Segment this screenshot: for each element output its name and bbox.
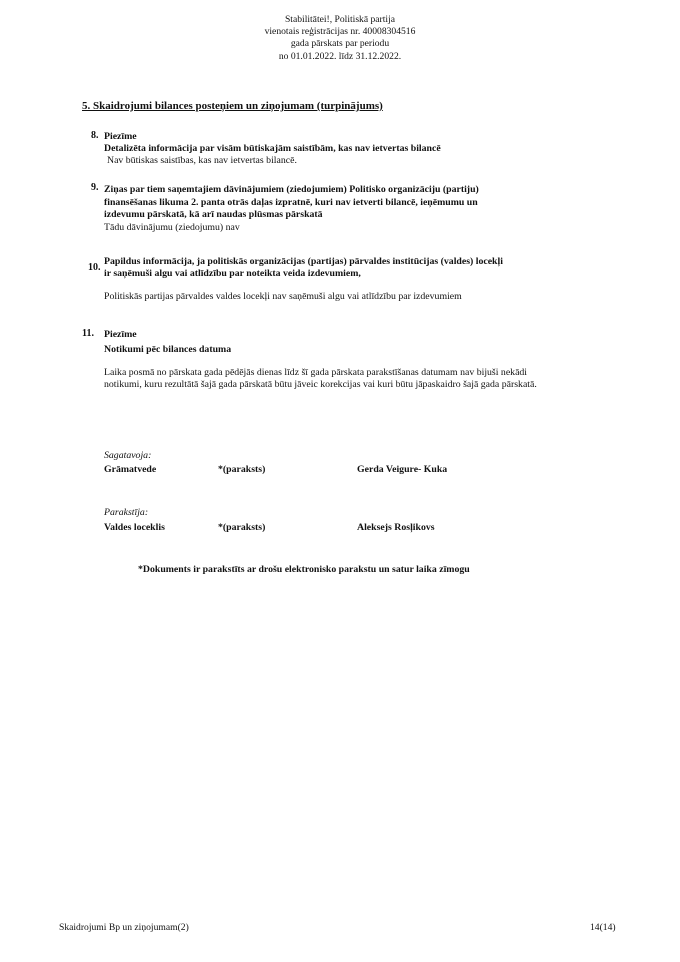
- note-8-text: Nav būtiskas saistības, kas nav ietvertas bilancē.: [107, 155, 297, 166]
- footer-page-number: 14(14): [590, 922, 616, 933]
- signed-by-name: Aleksejs Rosļikovs: [357, 522, 435, 533]
- electronic-signature-disclaimer: *Dokuments ir parakstīts ar drošu elektronisko parakstu un satur laika zīmogu: [138, 564, 470, 575]
- note-11-heading: Notikumi pēc bilances datuma: [104, 344, 232, 355]
- header-party-name: Stabilitātei!, Politiskā partija: [284, 14, 396, 25]
- footer-document-name: Skaidrojumi Bp un ziņojumam(2): [59, 922, 189, 933]
- note-8-number: 8.: [91, 130, 99, 141]
- prepared-by-role: Grāmatvede: [104, 464, 157, 475]
- note-10-number: 10.: [88, 262, 101, 273]
- signed-by-label: Parakstīja:: [104, 507, 149, 518]
- prepared-by-label: Sagatavoja:: [104, 450, 152, 461]
- signed-by-signature: *(paraksts): [218, 522, 266, 533]
- note-11-text-line-1: Laika posmā no pārskata gada pēdējās dienas līdz šī gada pārskata parakstīšanas datumam nav bijuši nekādi: [104, 367, 528, 378]
- note-10-heading-line-2: ir saņēmuši algu vai atlīdzību par noteikta veida izdevumiem,: [104, 268, 361, 279]
- section-title: 5. Skaidrojumi bilances posteņiem un ziņojumam (turpinājums): [82, 100, 383, 112]
- note-8-label: Piezīme: [104, 131, 137, 142]
- signed-by-role: Valdes loceklis: [104, 522, 165, 533]
- header-period: no 01.01.2022. līdz 31.12.2022.: [278, 50, 402, 62]
- note-9-number: 9.: [91, 182, 99, 193]
- note-8-heading: Detalizēta informācija par visām būtiskajām saistībām, kas nav ietvertas bilancē: [104, 143, 441, 154]
- header-report-type: gada pārskats par periodu: [290, 38, 390, 50]
- document-header: [0, 14, 680, 63]
- note-9-heading-line-2: finansēšanas likuma 2. panta otrās daļas izpratnē, kuri nav ietverti bilancē, ieņēmumu un: [104, 197, 478, 208]
- note-11-number: 11.: [82, 328, 94, 339]
- prepared-by-signature: *(paraksts): [218, 464, 266, 475]
- header-registration-number: vienotais reģistrācijas nr. 40008304516: [264, 26, 416, 38]
- note-9-text: Tādu dāvinājumu (ziedojumu) nav: [104, 222, 240, 233]
- note-11-label: Piezīme: [104, 329, 137, 340]
- note-11-text-line-2: notikumi, kuru rezultātā šajā gada pārskatā būtu jāveic korekcijas vai kuri būtu jāpaskaidro šajā gada pārskatā.: [104, 379, 537, 390]
- prepared-by-name: Gerda Veigure- Kuka: [357, 464, 448, 475]
- note-9-heading-line-1: Ziņas par tiem saņemtajiem dāvinājumiem (ziedojumiem) Politisko organizāciju (partiju): [104, 184, 479, 195]
- note-10-heading-line-1: Papildus informācija, ja politiskās organizācijas (partijas) pārvaldes institūcijas (valdes) locekļi: [104, 256, 503, 267]
- note-10-text: Politiskās partijas pārvaldes valdes locekļi nav saņēmuši algu vai atlīdzību par izdevumiem: [104, 291, 462, 302]
- note-9-heading-line-3: izdevumu pārskatā, kā arī naudas plūsmas pārskatā: [104, 209, 323, 220]
